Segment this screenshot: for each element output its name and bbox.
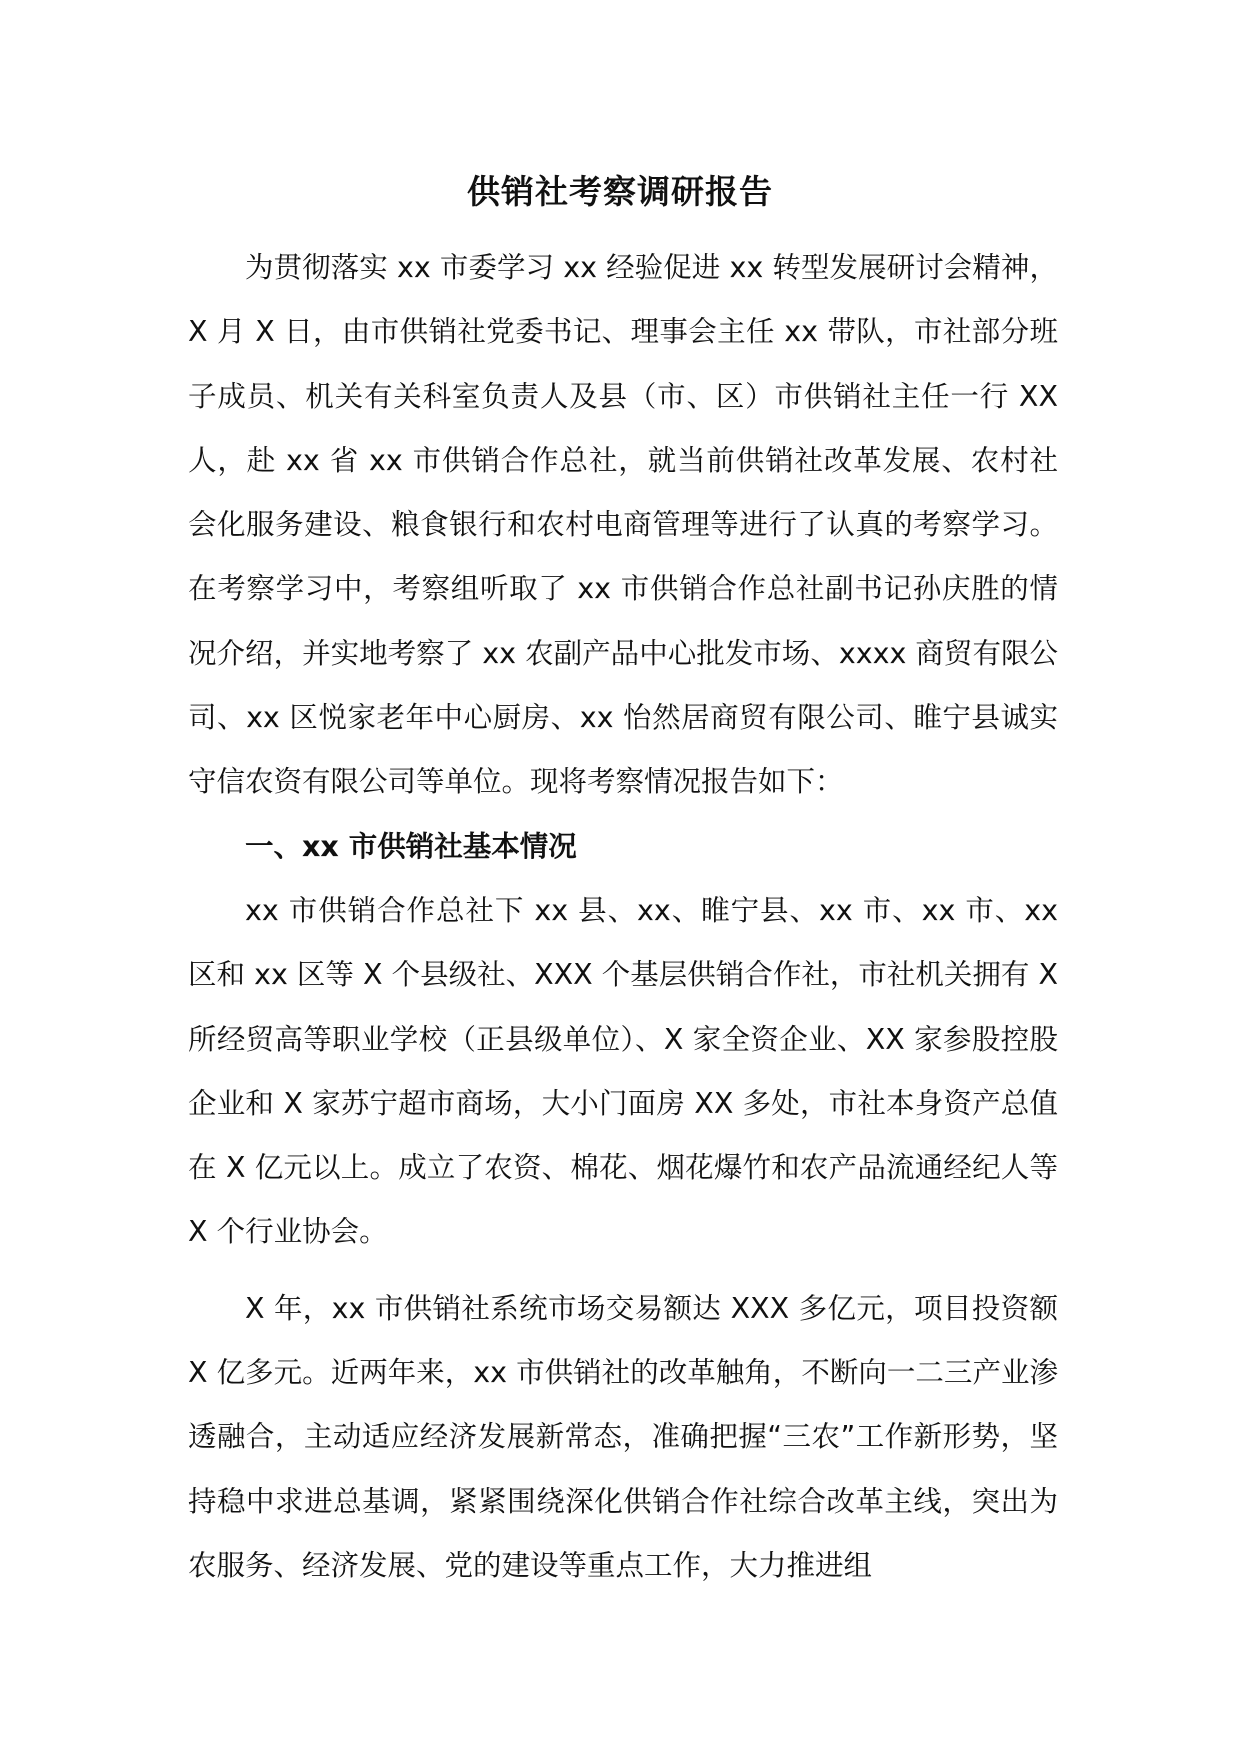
basic-info-paragraph: xx 市供销合作总社下 xx 县、xx、睢宁县、xx 市、xx 市、xx 区和 xx 区等 X 个县级社、XXX 个基层供销合作社，市社机关拥有 X 所经贸高等职业学校（正县级单位）、X 家全资企业、XX 家参股控股企业和 X 家苏宁超市商场，大小门面房 XX 多处，市社本身资产总值在 X 亿元以上。成立了农资、棉花、烟花爆竹和农产品流通经纪人等 X 个行业协会。 bbox=[188, 893, 1058, 1249]
section-heading-1: 一、xx 市供销社基本情况 bbox=[245, 829, 577, 863]
document-title: 供销社考察调研报告 bbox=[467, 172, 773, 211]
intro-paragraph: 为贯彻落实 xx 市委学习 xx 经验促进 xx 转型发展研讨会精神，X 月 X 日，由市供销社党委书记、理事会主任 xx 带队，市社部分班子成员、机关有关科室负责人及县（市、区）市供销社主任一行 XX 人，赴 xx 省 xx 市供销合作总社，就当前供销社改革发展、农村社会化服务建设、粮食银行和农村电商管理等进行了认真的考察学习。在考察学习中，考察组听取了 xx 市供销合作总社副书记孙庆胜的情况介绍，并实地考察了 xx 农副产品中心批发市场、xxxx 商贸有限公司、xx 区悦家老年中心厨房、xx 怡然居商贸有限公司、睢宁县诚实守信农资有限公司等单位。现将考察情况报告如下： bbox=[188, 251, 1058, 799]
document-body bbox=[188, 236, 1058, 1598]
reform-paragraph: X 年，xx 市供销社系统市场交易额达 XXX 多亿元，项目投资额 X 亿多元。近两年来，xx 市供销社的改革触角，不断向一二三产业渗透融合，主动适应经济发展新常态，准确把握“三农”工作新形势，坚持稳中求进总基调，紧紧围绕深化供销合作社综合改革主线，突出为农服务、经济发展、党的建设等重点工作，大力推进组 bbox=[188, 1291, 1058, 1582]
